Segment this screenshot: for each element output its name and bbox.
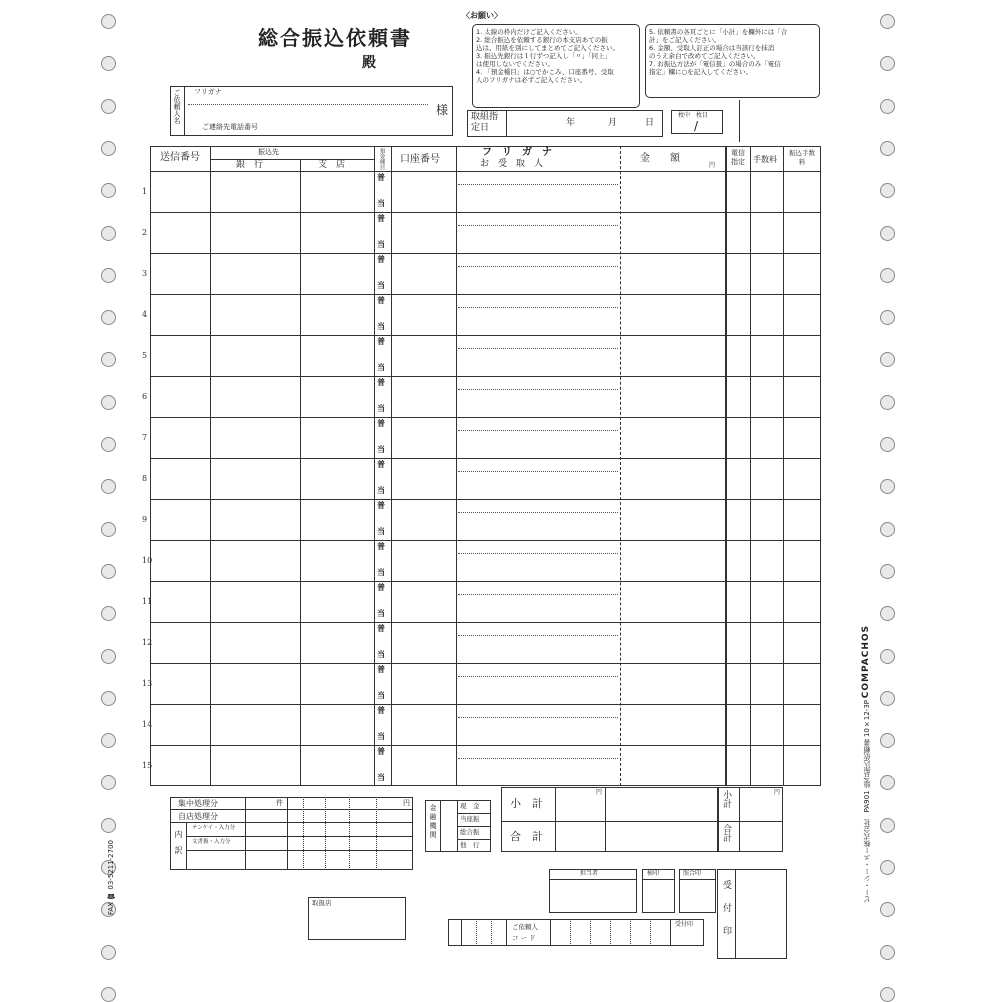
row-number: 12: [142, 638, 153, 647]
deposit-touza[interactable]: 当: [377, 363, 385, 372]
row-number: 2: [142, 228, 148, 237]
deposit-futsu[interactable]: 普: [377, 214, 385, 223]
deposit-futsu[interactable]: 普: [377, 419, 385, 428]
sprocket-hole: [101, 649, 116, 664]
sprocket-hole: [101, 183, 116, 198]
table-row[interactable]: [150, 417, 821, 458]
totals-box: [501, 787, 783, 852]
row-number: 9: [142, 515, 148, 524]
requester-code-label1: ご依頼人: [512, 923, 538, 931]
row-number: 13: [142, 679, 153, 688]
sprocket-hole: [880, 268, 895, 283]
table-row[interactable]: [150, 294, 821, 335]
sprocket-hole: [101, 945, 116, 960]
notice-item: 3. 振込先銀行は１行ずつ記入し「〃」「同上」: [476, 52, 612, 60]
row-number: 3: [142, 269, 148, 278]
breakdown-item-2: 自店処理分: [178, 812, 218, 821]
sprocket-hole: [101, 733, 116, 748]
breakdown-yen: 円: [403, 799, 410, 807]
notice-item: 6. 金額、受取人訂正の場合は当該行を抹消: [649, 44, 775, 52]
deposit-futsu[interactable]: 普: [377, 337, 385, 346]
deposit-futsu[interactable]: 普: [377, 542, 385, 551]
form-title: 総合振込依頼書: [258, 26, 412, 50]
subtotal-yen: 円: [596, 789, 603, 796]
sprocket-hole: [101, 268, 116, 283]
row-number: 8: [142, 474, 148, 483]
deposit-futsu[interactable]: 普: [377, 747, 385, 756]
row-number: 5: [142, 351, 148, 360]
sprocket-hole: [101, 522, 116, 537]
deposit-futsu[interactable]: 普: [377, 583, 385, 592]
sprocket-hole: [880, 522, 895, 537]
sprocket-hole: [101, 606, 116, 621]
breakdown-side-label: 内訳: [174, 830, 183, 862]
sprocket-hole: [880, 310, 895, 325]
table-row[interactable]: [150, 171, 821, 212]
row-number: 1: [142, 187, 148, 196]
table-row[interactable]: [150, 581, 821, 622]
deposit-touza[interactable]: 当: [377, 486, 385, 495]
header-fee: 手数料: [753, 155, 777, 164]
footer-company: ピー・シー・エー株式会社 PA901 総合振込依頼書 10×12-3P: [863, 700, 871, 904]
sprocket-hole: [880, 56, 895, 71]
header-deposit-type: 預金種目: [378, 148, 385, 170]
requester-code-label2: コ ー ド: [512, 934, 536, 942]
row-number: 6: [142, 392, 148, 401]
deposit-touza[interactable]: 当: [377, 609, 385, 618]
stamp-verify-label: 照合印: [683, 870, 702, 877]
sprocket-hole: [880, 437, 895, 452]
branch-label: 取扱店: [312, 899, 332, 907]
breakdown-ken: 件: [276, 799, 283, 807]
sprocket-hole: [880, 14, 895, 29]
header-telegraph: 電信指定: [731, 149, 745, 166]
breakdown-item-4: 文書扱・入力分: [192, 839, 231, 845]
table-row[interactable]: [150, 745, 821, 786]
notice-item: 5. 依頼書の各頁ごとに「小計」を欄外には「合: [649, 28, 788, 36]
sprocket-hole: [101, 395, 116, 410]
notice-item: 7. お振込方法が「電信扱」の場合のみ「電信: [649, 60, 781, 68]
transfer-date-month: 月: [608, 118, 618, 128]
fee-item-4: 他 行: [460, 841, 480, 849]
sprocket-hole: [880, 395, 895, 410]
sprocket-hole: [101, 14, 116, 29]
table-row[interactable]: [150, 540, 821, 581]
fee-item-3: 総合振: [460, 828, 480, 836]
sprocket-hole: [880, 99, 895, 114]
deposit-touza[interactable]: 当: [377, 773, 385, 782]
sprocket-hole: [101, 437, 116, 452]
sprocket-hole: [880, 606, 895, 621]
header-account-no: 口座番号: [400, 154, 440, 165]
table-row[interactable]: [150, 253, 821, 294]
row-number: 15: [142, 761, 153, 770]
subtotal-label: 小 計: [510, 797, 543, 810]
notice-item: 2. 総合振込を依頼する銀行の本支店あての振: [476, 36, 608, 44]
sprocket-hole: [101, 56, 116, 71]
sprocket-hole: [880, 352, 895, 367]
transfer-date-label: 取組指定日: [471, 112, 499, 133]
notice-item: 計」をご記入ください。: [649, 36, 721, 44]
sprocket-hole: [880, 479, 895, 494]
notice-item: 4. 「預金種目」は○でかこみ、口座番号、受取: [476, 68, 614, 76]
brand-logo: COMPACHOS: [861, 625, 871, 699]
notice-left-list: [476, 28, 619, 84]
table-row[interactable]: [150, 458, 821, 499]
notice-item: は使用しないでください。: [476, 60, 554, 68]
deposit-touza[interactable]: 当: [377, 281, 385, 290]
sprocket-hole: [880, 564, 895, 579]
stamp-check-label: 検印: [647, 870, 660, 877]
row-number: 4: [142, 310, 148, 319]
deposit-touza[interactable]: 当: [377, 199, 385, 208]
deposit-futsu[interactable]: 普: [377, 706, 385, 715]
total-label: 合 計: [510, 830, 543, 843]
table-row[interactable]: [150, 499, 821, 540]
sprocket-hole: [101, 141, 116, 156]
addressee-suffix: 殿: [362, 55, 376, 71]
sprocket-hole: [101, 818, 116, 833]
requester-code-box: [448, 919, 704, 946]
notice-item: 1. 太線の枠内だけご記入ください。: [476, 28, 582, 36]
sprocket-hole: [101, 691, 116, 706]
requester-furigana-label: フリガナ: [194, 88, 222, 96]
header-send-no: 送信番号: [160, 152, 200, 163]
header-branch: 支 店: [318, 160, 346, 170]
table-row[interactable]: [150, 212, 821, 253]
header-bank: 銀 行: [236, 160, 264, 170]
transfer-date-day: 日: [645, 118, 655, 128]
requester-name-field[interactable]: [188, 105, 428, 121]
sprocket-hole: [101, 352, 116, 367]
transfer-date-year: 年: [566, 118, 576, 128]
stamp-dept-label: 担当者: [580, 870, 599, 877]
notice-item: のうえ余白で改めてご記入ください。: [649, 52, 760, 60]
deposit-futsu[interactable]: 普: [377, 665, 385, 674]
header-amount: 金 額: [640, 153, 680, 164]
deposit-touza[interactable]: 当: [377, 527, 385, 536]
breakdown-item-1: 集中処理分: [178, 799, 218, 808]
sprocket-hole: [101, 775, 116, 790]
deposit-futsu[interactable]: 普: [377, 501, 385, 510]
notice-item: 指定」欄に○を記入してください。: [649, 68, 753, 76]
sprocket-hole: [880, 226, 895, 241]
notice-right-list: [649, 28, 787, 76]
table-row[interactable]: [150, 704, 821, 745]
footer-fax: FAX ☎ 03-5211-2700: [107, 840, 115, 916]
deposit-futsu[interactable]: 普: [377, 624, 385, 633]
requester-sama: 様: [436, 103, 449, 117]
header-yen: 円: [709, 162, 716, 169]
deposit-touza[interactable]: 当: [377, 650, 385, 659]
deposit-futsu[interactable]: 普: [377, 173, 385, 182]
fee-item-1: 現 金: [460, 802, 480, 810]
notice-heading: 〈お願い〉: [462, 11, 502, 20]
requester-label: ご依頼人名: [173, 89, 181, 124]
sprocket-hole: [880, 775, 895, 790]
row-number: 11: [142, 597, 153, 606]
deposit-futsu[interactable]: 普: [377, 378, 385, 387]
page-count-label: 枚中 枚目: [678, 112, 709, 119]
subtotal-yen-right: 円: [774, 789, 781, 796]
row-number: 10: [142, 556, 153, 565]
header-payer-fee: 振込手数料: [789, 149, 815, 166]
deposit-futsu[interactable]: 普: [377, 296, 385, 305]
deposit-touza[interactable]: 当: [377, 404, 385, 413]
deposit-touza[interactable]: 当: [377, 240, 385, 249]
sprocket-hole: [880, 649, 895, 664]
fee-item-2: 当座振: [460, 815, 480, 823]
notice-item: 込は、用紙を別にしてまとめてご記入ください。: [476, 44, 619, 52]
fee-side-label: 金融機関: [429, 804, 437, 840]
deposit-touza[interactable]: 当: [377, 568, 385, 577]
table-row[interactable]: [150, 663, 821, 704]
receipt-seal-label: 受付印: [721, 880, 731, 949]
sprocket-hole: [880, 902, 895, 917]
sprocket-hole: [880, 691, 895, 706]
sprocket-hole: [101, 479, 116, 494]
sprocket-hole: [101, 564, 116, 579]
table-row[interactable]: [150, 376, 821, 417]
sprocket-hole: [880, 183, 895, 198]
header-furigana: フ リ ガ ナ: [482, 147, 552, 158]
row-number: 7: [142, 433, 148, 442]
sprocket-hole: [101, 310, 116, 325]
sprocket-hole: [880, 141, 895, 156]
sprocket-hole: [880, 860, 895, 875]
page-count-slash: /: [694, 119, 699, 133]
sprocket-hole: [101, 226, 116, 241]
breakdown-item-3: テンケイ・入力分: [192, 825, 236, 831]
row-number: 14: [142, 720, 153, 729]
header-payee-dest: 振込先: [258, 148, 279, 156]
deposit-futsu[interactable]: 普: [377, 460, 385, 469]
stamp-receipt-label: 受付印: [675, 921, 694, 928]
total-right-label: 合計: [721, 824, 731, 842]
deposit-touza[interactable]: 当: [377, 322, 385, 331]
subtotal-right-label: 小計: [721, 790, 731, 808]
header-recipient: お 受 取 人: [480, 159, 544, 169]
deposit-futsu[interactable]: 普: [377, 255, 385, 264]
requester-phone-label: ご連絡先電話番号: [202, 123, 258, 131]
deposit-touza[interactable]: 当: [377, 445, 385, 454]
sprocket-hole: [880, 818, 895, 833]
deposit-touza[interactable]: 当: [377, 691, 385, 700]
sprocket-hole: [880, 945, 895, 960]
table-row[interactable]: [150, 335, 821, 376]
notice-item: 人のフリガナは必ずご記入ください。: [476, 76, 587, 84]
sprocket-hole: [880, 733, 895, 748]
sprocket-hole: [101, 99, 116, 114]
deposit-touza[interactable]: 当: [377, 732, 385, 741]
table-row[interactable]: [150, 622, 821, 663]
